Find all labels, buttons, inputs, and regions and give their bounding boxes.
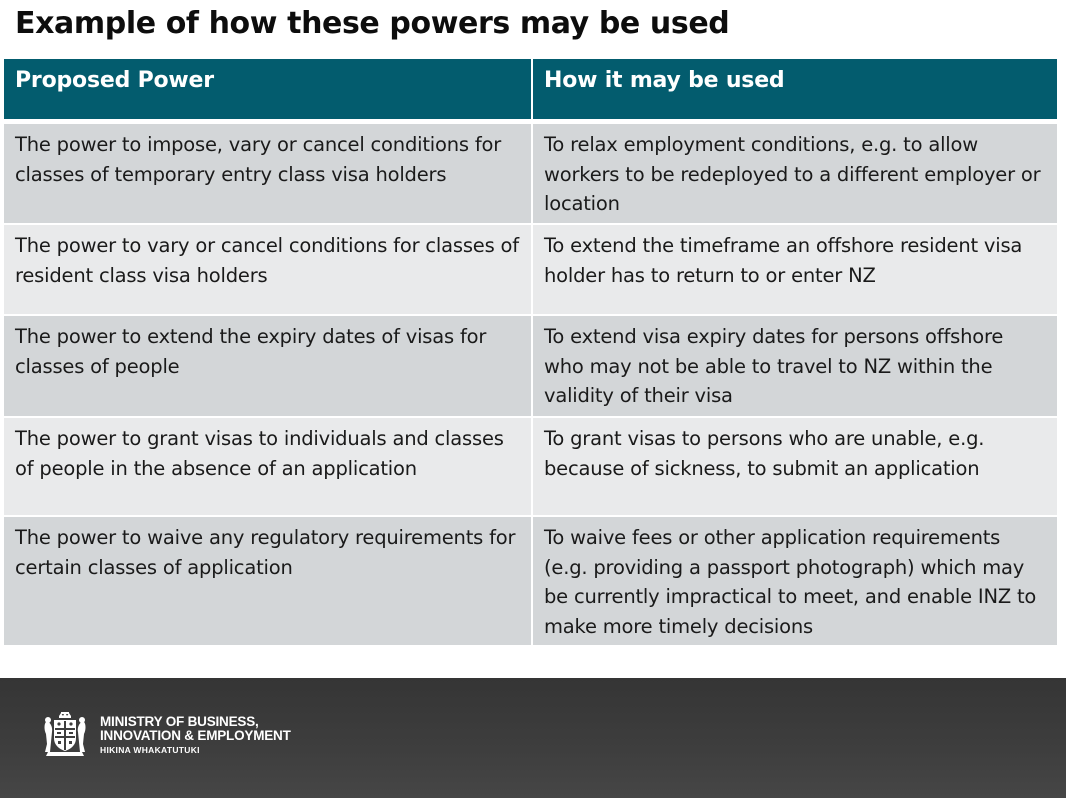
table-row (4, 314, 1057, 416)
table-row (4, 122, 1057, 223)
use-cell: To waive fees or other application requirements (e.g. providing a passport photograph) which may be currently impractical to meet, and enable INZ to make more timely decisions (531, 515, 1057, 645)
ministry-name-line-2: INNOVATION & EMPLOYMENT (100, 728, 291, 743)
power-cell: The power to waive any regulatory requirements for certain classes of application (4, 515, 531, 645)
use-cell: To relax employment conditions, e.g. to allow workers to be redeployed to a different employer or location (531, 122, 1057, 223)
ministry-logo-text (100, 715, 291, 757)
ministry-name-line-1: MINISTRY OF BUSINESS, (100, 714, 259, 729)
use-cell: To grant visas to persons who are unable, e.g. because of sickness, to submit an application (531, 416, 1057, 515)
power-cell: The power to extend the expiry dates of visas for classes of people (4, 314, 531, 416)
power-cell: The power to grant visas to individuals and classes of people in the absence of an application (4, 416, 531, 515)
power-cell: The power to impose, vary or cancel conditions for classes of temporary entry class visa holders (4, 122, 531, 223)
table-row (4, 515, 1057, 645)
powers-table (4, 59, 1057, 645)
page-title: Example of how these powers may be used (15, 6, 730, 41)
use-cell: To extend the timeframe an offshore resident visa holder has to return to or enter NZ (531, 223, 1057, 314)
ministry-maori-name: HIKINA WHAKATUTUKI (100, 745, 200, 755)
nz-coat-of-arms-icon (40, 710, 90, 758)
table-row (4, 416, 1057, 515)
table-row (4, 223, 1057, 314)
column-header-how-used: How it may be used (531, 59, 1057, 122)
power-cell: The power to vary or cancel conditions for classes of resident class visa holders (4, 223, 531, 314)
column-header-proposed-power: Proposed Power (4, 59, 531, 122)
table-header-row (4, 59, 1057, 122)
use-cell: To extend visa expiry dates for persons offshore who may not be able to travel to NZ within the validity of their visa (531, 314, 1057, 416)
footer-bar (0, 678, 1066, 798)
